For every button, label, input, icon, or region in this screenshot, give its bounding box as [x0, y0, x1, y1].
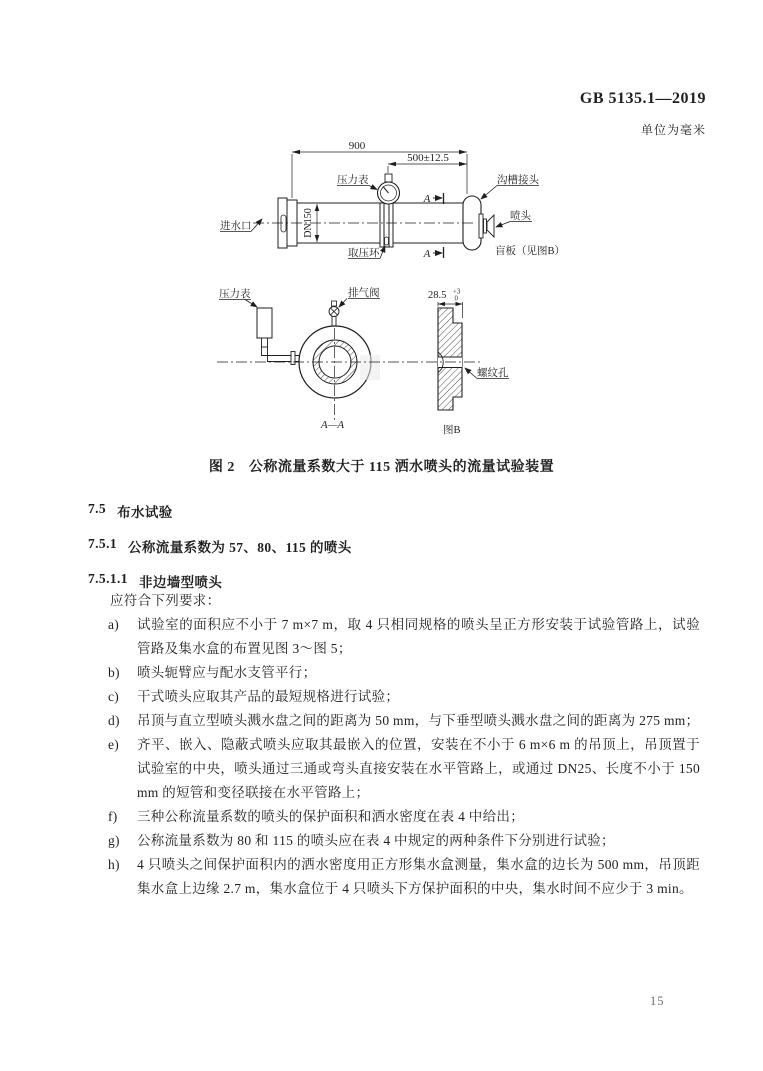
item-marker: f): [108, 809, 118, 824]
section-view-group: [217, 299, 509, 421]
item-marker: a): [108, 617, 120, 632]
item-text: 喷头轭臂应与配水支管平行；: [137, 665, 317, 680]
figure-caption-text: 公称流量系数大于 115 洒水喷头的流量试验装置: [248, 460, 555, 475]
label-threaded-hole: 螺纹孔: [477, 368, 509, 379]
item-marker: g): [108, 833, 120, 848]
heading-title: 布水试验: [117, 505, 173, 520]
item-marker: e): [108, 737, 120, 752]
list-item: [108, 685, 700, 709]
figure-caption: [0, 456, 763, 476]
item-text: 试验室的面积应不小于 7 m×7 m，取 4 只相同规格的喷头呈正方形安装于试验管路上，试验管路及集水盒的布置见图 3～图 5；: [137, 617, 700, 656]
item-text: 三种公称流量系数的喷头的保护面积和洒水密度在表 4 中给出；: [137, 809, 524, 824]
label-pressure-gauge-top: 压力表: [337, 175, 369, 186]
label-sprinkler: 喷头: [510, 211, 531, 222]
list-item: [108, 661, 700, 685]
list-item: [108, 829, 700, 853]
label-exhaust-valve: 排气阀: [348, 288, 380, 299]
label-pipe-dn150: DN150: [303, 208, 314, 238]
list-item: [108, 733, 700, 805]
item-marker: c): [108, 689, 120, 704]
detail-b-name: 图B: [443, 425, 461, 436]
dim-500: 500±12.5: [407, 152, 449, 164]
flow-test-apparatus-drawing: [215, 140, 570, 445]
units-note: 单位为毫米: [640, 123, 706, 137]
requirements-intro: 应符合下列要求：: [110, 593, 221, 608]
heading-7-5-1-1: [88, 571, 222, 591]
list-item: [108, 853, 700, 901]
requirements-block: [108, 589, 700, 901]
label-water-inlet: 进水口: [220, 221, 252, 232]
label-blind-plate: 盲板（见图B）: [495, 246, 566, 257]
heading-number: 7.5.1: [88, 536, 117, 551]
figure-caption-label: 图 2: [208, 460, 235, 475]
dim-28-5: 28.5: [428, 290, 447, 301]
item-marker: d): [108, 713, 120, 728]
label-pressure-ring: 取压环: [348, 248, 380, 259]
item-text: 4 只喷头之间保护面积内的洒水密度用正方形集水盒测量，集水盒的边长为 500 mm，吊顶距集水盒上边缘 2.7 m，集水盒位于 4 只喷头下方保护面积的中央，集水时间不应少于 3 min。: [137, 857, 700, 896]
heading-number: 7.5: [88, 501, 107, 516]
heading-7-5-1: [88, 536, 352, 556]
item-text: 吊顶与直立型喷头溅水盘之间的距离为 50 mm，与下垂型喷头溅水盘之间的距离为 275 mm；: [137, 713, 700, 728]
item-marker: b): [108, 665, 120, 680]
page-number: 15: [650, 994, 665, 1008]
figure-2-diagram: [215, 140, 570, 445]
list-item: [108, 805, 700, 829]
section-letter-a-top: A: [423, 193, 431, 205]
heading-title: 非边墙型喷头: [138, 575, 223, 590]
item-marker: h): [108, 857, 120, 872]
section-name-a-a: A—A: [320, 419, 345, 431]
label-groove-coupling: 沟槽接头: [497, 175, 539, 186]
label-pressure-gauge-section: 压力表: [219, 289, 251, 300]
item-text: 公称流量系数为 80 和 115 的喷头应在表 4 中规定的两种条件下分别进行试验；: [137, 833, 615, 848]
list-item: [108, 709, 700, 733]
heading-title: 公称流量系数为 57、80、115 的喷头: [128, 540, 352, 555]
heading-7-5: [88, 501, 173, 521]
item-text: 干式喷头应取其产品的最短规格进行试验；: [137, 689, 400, 704]
section-letter-a-bottom: A: [423, 248, 431, 260]
dim-28-5-tol-lower: 0: [454, 295, 458, 303]
item-text: 齐平、嵌入、隐蔽式喷头应取其最嵌入的位置，安装在不小于 6 m×6 m 的吊顶上，吊顶置于试验室的中央，喷头通过三通或弯头直接安装在水平管路上，或通过 DN25、长度不小于 150 mm 的短管和变径联接在水平管路上；: [137, 737, 700, 800]
list-item: [108, 613, 700, 661]
heading-number: 7.5.1.1: [88, 571, 128, 586]
standard-number: GB 5135.1—2019: [579, 90, 706, 107]
dim-28-5-tol-upper: +3: [453, 288, 461, 296]
dim-900: 900: [348, 140, 366, 152]
top-view-group: [220, 150, 539, 259]
